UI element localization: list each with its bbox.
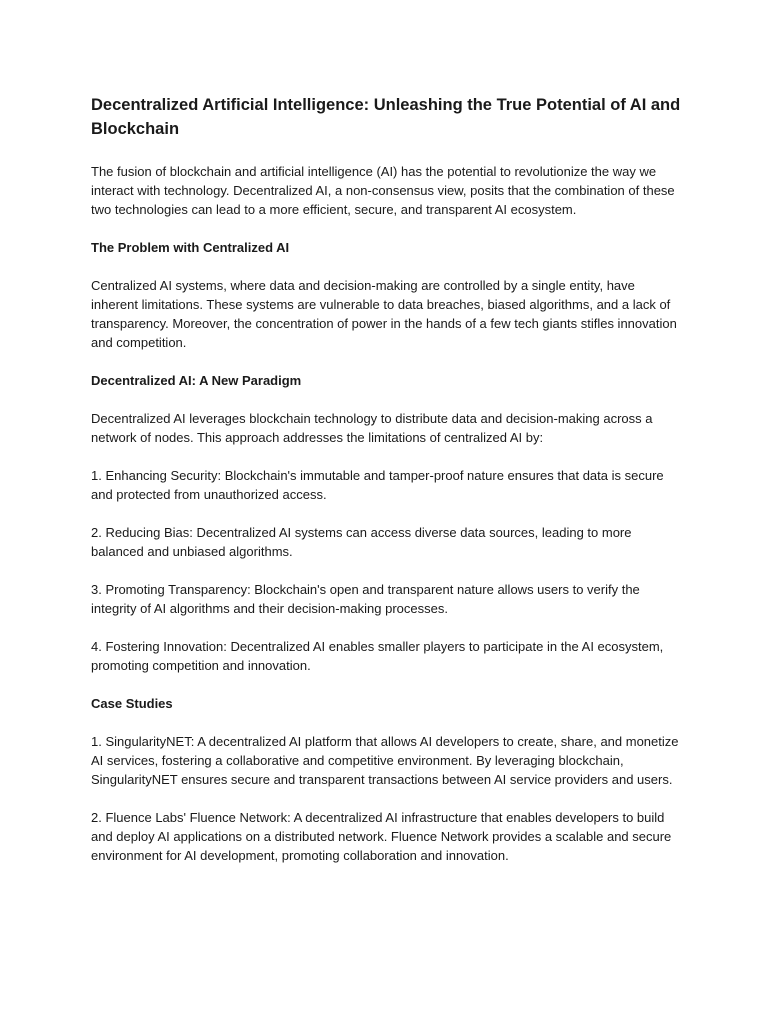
- section-heading-case-studies: Case Studies: [91, 696, 173, 711]
- paradigm-list-item: 1. Enhancing Security: Blockchain's immutable and tamper-proof nature ensures that data is secure and protected from unauthorized access.: [91, 468, 664, 502]
- paradigm-list-item: 4. Fostering Innovation: Decentralized AI enables smaller players to participate in the AI ecosystem, promoting competition and innovation.: [91, 639, 664, 673]
- section-body-problem: Centralized AI systems, where data and decision-making are controlled by a single entity, have inherent limitations. These systems are vulnerable to data breaches, biased algorithms, and a lack of transparency. Moreover, the concentration of power in the hands of a few tech giants stifles innovation and competition.: [91, 278, 677, 350]
- section-body-paradigm: Decentralized AI leverages blockchain technology to distribute data and decision-making across a network of nodes. This approach addresses the limitations of centralized AI by:: [91, 411, 653, 445]
- paradigm-list-item: 3. Promoting Transparency: Blockchain's open and transparent nature allows users to verify the integrity of AI algorithms and their decision-making processes.: [91, 582, 640, 616]
- case-study-item: 2. Fluence Labs' Fluence Network: A decentralized AI infrastructure that enables developers to build and deploy AI applications on a distributed network. Fluence Network provides a scalable and secure environment for AI development, promoting collaboration and innovation.: [91, 810, 672, 863]
- case-study-item: 1. SingularityNET: A decentralized AI platform that allows AI developers to create, share, and monetize AI services, fostering a collaborative and competitive environment. By leveraging blockchain, SingularityNET ensures secure and transparent transactions between AI service providers and users.: [91, 734, 679, 787]
- section-heading-paradigm: Decentralized AI: A New Paradigm: [91, 373, 302, 388]
- intro-paragraph: The fusion of blockchain and artificial intelligence (AI) has the potential to revolutionize the way we interact with technology. Decentralized AI, a non-consensus view, posits that the combination of these two technologies can lead to a more efficient, secure, and transparent AI ecosystem.: [91, 164, 675, 217]
- document-page: [91, 93, 683, 865]
- paradigm-list-item: 2. Reducing Bias: Decentralized AI systems can access diverse data sources, leading to more balanced and unbiased algorithms.: [91, 525, 632, 559]
- section-heading-problem: The Problem with Centralized AI: [91, 240, 290, 255]
- document-title: Decentralized Artificial Intelligence: Unleashing the True Potential of AI and Blockchain: [91, 96, 681, 138]
